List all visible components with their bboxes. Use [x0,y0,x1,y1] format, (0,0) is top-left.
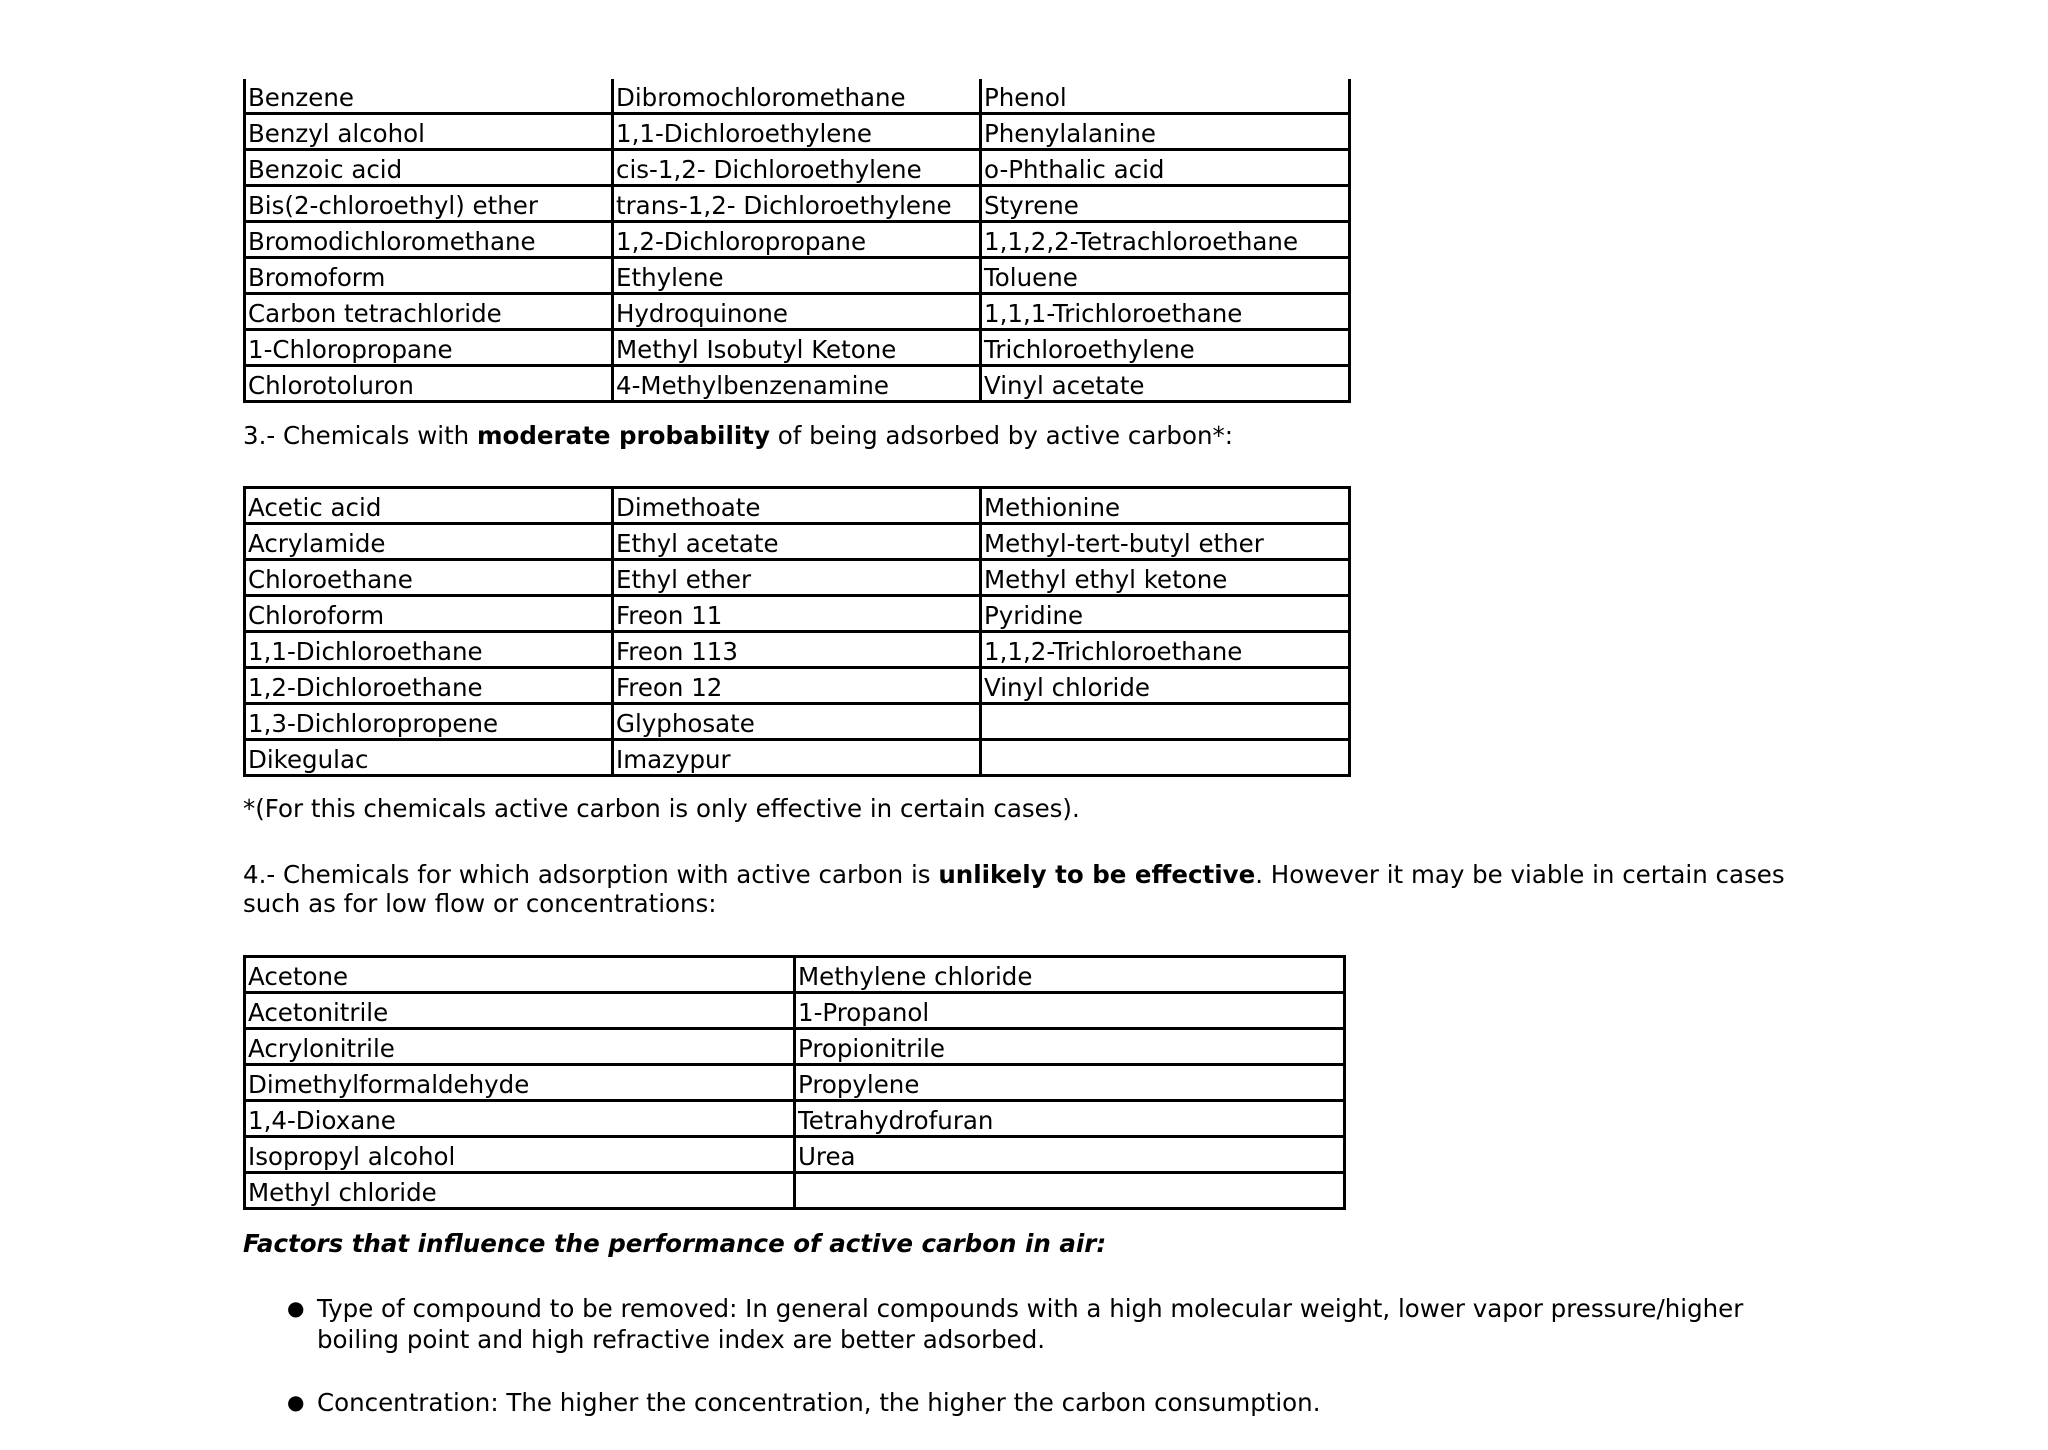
table-row [245,186,1350,222]
section-4-bold: unlikely to be effective [938,860,1256,889]
table-cell: 1,1-Dichloroethylene [613,114,981,150]
table-row [245,79,1350,114]
table-cell: Benzene [245,79,613,114]
table-cell: Vinyl chloride [981,668,1350,704]
table-unlikely-effective [243,955,1346,1210]
table-row [245,957,1345,993]
table-row [245,524,1350,560]
table-row [245,1137,1345,1173]
table-high-probability [243,79,1351,403]
table-cell: Freon 12 [613,668,981,704]
table-cell: 1,1,2,2-Tetrachloroethane [981,222,1350,258]
factor-item-text: Concentration: The higher the concentration, the higher the carbon consumption. [317,1388,1321,1417]
table-cell: 4-Methylbenzenamine [613,366,981,402]
factor-item-text: Type of compound to be removed: In general compounds with a high molecular weight, lower vapor pressure/higher [317,1294,1744,1323]
bullet-icon: ● [287,1296,305,1320]
table-cell: Acrylamide [245,524,613,560]
table-cell: Acrylonitrile [245,1029,795,1065]
factor-item-text-cont: boiling point and high refractive index are better adsorbed. [317,1325,1046,1354]
table-row [245,560,1350,596]
table-cell: Benzoic acid [245,150,613,186]
section-3-prefix: 3.- Chemicals with [243,421,477,450]
table-cell: Carbon tetrachloride [245,294,613,330]
table-row [245,596,1350,632]
table-cell: Ethyl acetate [613,524,981,560]
table-cell: 1,3-Dichloropropene [245,704,613,740]
table-cell: Urea [795,1137,1345,1173]
table-cell: Bromoform [245,258,613,294]
section-3-heading [243,421,1233,450]
table-row [245,993,1345,1029]
table-cell: Glyphosate [613,704,981,740]
table-row [245,1029,1345,1065]
table-cell [795,1173,1345,1209]
table-row [245,294,1350,330]
table-row [245,258,1350,294]
table-cell: 1,2-Dichloroethane [245,668,613,704]
table-cell: Imazypur [613,740,981,776]
table-cell: 1-Chloropropane [245,330,613,366]
table-cell: Methyl-tert-butyl ether [981,524,1350,560]
table-cell: Hydroquinone [613,294,981,330]
table-cell: Methionine [981,488,1350,524]
table-cell: Acetonitrile [245,993,795,1029]
section-4-line2: such as for low flow or concentrations: [243,889,717,918]
table-high-probability-block [243,79,1351,403]
table-cell: Phenylalanine [981,114,1350,150]
table-cell: Methylene chloride [795,957,1345,993]
table-cell: Bis(2-chloroethyl) ether [245,186,613,222]
table-cell: trans-1,2- Dichloroethylene [613,186,981,222]
factor-item-type [243,1293,1943,1355]
table-cell: Phenol [981,79,1350,114]
table-cell: Tetrahydrofuran [795,1101,1345,1137]
factors-heading: Factors that influence the performance of active carbon in air: [243,1229,1107,1258]
table-row [245,114,1350,150]
table-cell: 1,1,2-Trichloroethane [981,632,1350,668]
table-row [245,1101,1345,1137]
factors-list [243,1293,1943,1450]
table-row [245,668,1350,704]
table-row [245,704,1350,740]
table-cell: Propionitrile [795,1029,1345,1065]
table-row [245,150,1350,186]
table-cell: Ethyl ether [613,560,981,596]
table-cell: Toluene [981,258,1350,294]
table-row [245,222,1350,258]
table-moderate-probability [243,486,1351,777]
section-4-prefix: 4.- Chemicals for which adsorption with active carbon is [243,860,939,889]
table-cell: cis-1,2- Dichloroethylene [613,150,981,186]
table-cell: Dimethylformaldehyde [245,1065,795,1101]
table-cell: Bromodichloromethane [245,222,613,258]
table-cell: Methyl chloride [245,1173,795,1209]
table-cell: o-Phthalic acid [981,150,1350,186]
section-3-suffix: of being adsorbed by active carbon*: [769,421,1234,450]
factor-item-concentration [243,1387,1943,1418]
table-cell: Freon 113 [613,632,981,668]
table-cell: Propylene [795,1065,1345,1101]
table-cell: Dikegulac [245,740,613,776]
table-cell: Pyridine [981,596,1350,632]
table-row [245,1065,1345,1101]
section-4-suffix: . However it may be viable in certain cases [1255,860,1785,889]
bullet-icon: ● [287,1390,305,1414]
footnote: *(For this chemicals active carbon is only effective in certain cases). [243,794,1080,823]
table-row [245,1173,1345,1209]
table-row [245,740,1350,776]
table-row [245,330,1350,366]
table-cell: Methyl Isobutyl Ketone [613,330,981,366]
table-cell: Freon 11 [613,596,981,632]
table-cell: 1,4-Dioxane [245,1101,795,1137]
table-cell: Ethylene [613,258,981,294]
table-cell: Acetone [245,957,795,993]
table-cell [981,704,1350,740]
table-cell: 1,1,1-Trichloroethane [981,294,1350,330]
section-3-bold: moderate probability [477,421,770,450]
table-cell: Trichloroethylene [981,330,1350,366]
table-unlikely-block [243,955,1346,1210]
table-moderate-probability-block [243,486,1351,777]
table-cell: Chlorotoluron [245,366,613,402]
table-cell [981,740,1350,776]
table-cell: Chloroform [245,596,613,632]
table-cell: Vinyl acetate [981,366,1350,402]
table-cell: Chloroethane [245,560,613,596]
table-cell: Dimethoate [613,488,981,524]
table-cell: Styrene [981,186,1350,222]
section-4-heading [243,860,1785,918]
table-cell: Dibromochloromethane [613,79,981,114]
table-cell: Isopropyl alcohol [245,1137,795,1173]
table-row [245,366,1350,402]
table-row [245,632,1350,668]
table-cell: Acetic acid [245,488,613,524]
table-cell: 1,1-Dichloroethane [245,632,613,668]
table-cell: 1,2-Dichloropropane [613,222,981,258]
table-cell: 1-Propanol [795,993,1345,1029]
table-row [245,488,1350,524]
table-cell: Methyl ethyl ketone [981,560,1350,596]
table-cell: Benzyl alcohol [245,114,613,150]
